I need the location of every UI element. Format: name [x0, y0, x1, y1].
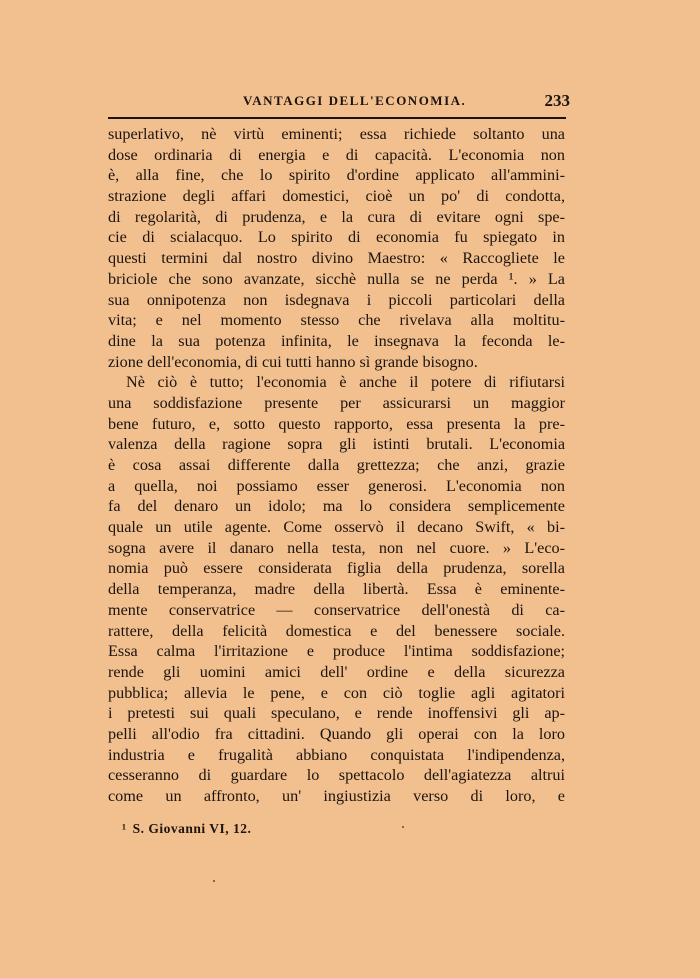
text-line: questi termini dal nostro divino Maestro: « Raccogliete le	[108, 249, 565, 268]
text-line: Essa calma l'irritazione e produce l'intima soddisfazione;	[108, 642, 565, 661]
text-line: bene futuro, e, sotto questo rapporto, essa presenta la pre-	[108, 414, 565, 433]
text-line: fa del denaro un idolo; ma lo considera semplicemente	[108, 497, 565, 516]
paper-speck	[402, 826, 404, 828]
text-line: una soddisfazione presente per assicurarsi un maggior	[108, 393, 565, 412]
footnote-mark: ¹	[122, 821, 127, 836]
footnote-text: S. Giovanni VI, 12.	[132, 821, 252, 836]
text-line: vita; e nel momento stesso che rivelava alla moltitu-	[108, 311, 565, 330]
running-head: VANTAGGI DELL'ECONOMIA.	[243, 93, 467, 108]
text-line: rende gli uomini amici dell' ordine e della sicurezza	[108, 662, 565, 681]
text-line: strazione degli affari domestici, cioè un po' di condotta,	[108, 187, 565, 206]
text-line: sogna avere il danaro nella testa, non nel cuore. » L'eco-	[108, 538, 565, 557]
body-text	[108, 124, 565, 807]
page-number: 233	[544, 91, 570, 110]
text-line: dose ordinaria di energia e di capacità. L'economia non	[108, 145, 565, 164]
text-line: industria e frugalità abbiano conquistata l'indipendenza,	[108, 745, 565, 764]
text-line: sua onnipotenza non isdegnava i piccoli particolari della	[108, 290, 565, 309]
text-line: della temperanza, madre della libertà. Essa è eminente-	[108, 580, 565, 599]
paragraph-start-line: Nè ciò è tutto; l'economia è anche il potere di rifiutarsi	[126, 373, 565, 392]
text-line: cesseranno di guardare lo spettacolo dell'agiatezza altrui	[108, 766, 565, 785]
text-line: quale un utile agente. Come osservò il decano Swift, « bi-	[108, 518, 565, 537]
text-line: come un affronto, un' ingiustizia verso di loro, e	[108, 787, 565, 805]
text-line: è, alla fine, che lo spirito d'ordine applicato all'ammini-	[108, 166, 565, 185]
text-line: pelli all'odio fra cittadini. Quando gli operai con la loro	[108, 724, 565, 743]
text-line: a quella, noi possiamo esser generosi. L'economia non	[108, 476, 565, 495]
text-line: è cosa assai differente dalla grettezza; che anzi, grazie	[108, 456, 565, 474]
text-line: briciole che sono avanzate, sicchè nulla se ne perda ¹. » La	[108, 269, 565, 288]
paper-speck	[213, 880, 215, 882]
text-line: cie di scialacquo. Lo spirito di economia fu spiegato in	[108, 228, 565, 247]
page-header	[108, 93, 568, 115]
text-line: i pretesti sui quali speculano, e rende inoffensivi gli ap-	[108, 704, 565, 723]
text-line: nomia può essere considerata figlia della prudenza, sorella	[108, 559, 565, 578]
footnote	[122, 821, 251, 837]
text-line: superlativo, nè virtù eminenti; essa richiede soltanto una	[108, 125, 565, 143]
text-line: di regolarità, di prudenza, e la cura di evitare ogni spe-	[108, 207, 565, 226]
text-line: mente conservatrice — conservatrice dell'onestà di ca-	[108, 600, 565, 619]
text-line: pubblica; allevia le pene, e con ciò toglie agli agitatori	[108, 683, 565, 702]
text-line: zione dell'economia, di cui tutti hanno sì grande bisogno.	[108, 352, 478, 371]
text-line: rattere, della felicità domestica e del benessere sociale.	[108, 621, 565, 640]
text-line: dine la sua potenza infinita, le insegnava la feconda le-	[108, 331, 565, 350]
text-line: valenza della ragione sopra gli istinti brutali. L'economia	[108, 435, 565, 454]
header-rule	[108, 117, 566, 119]
